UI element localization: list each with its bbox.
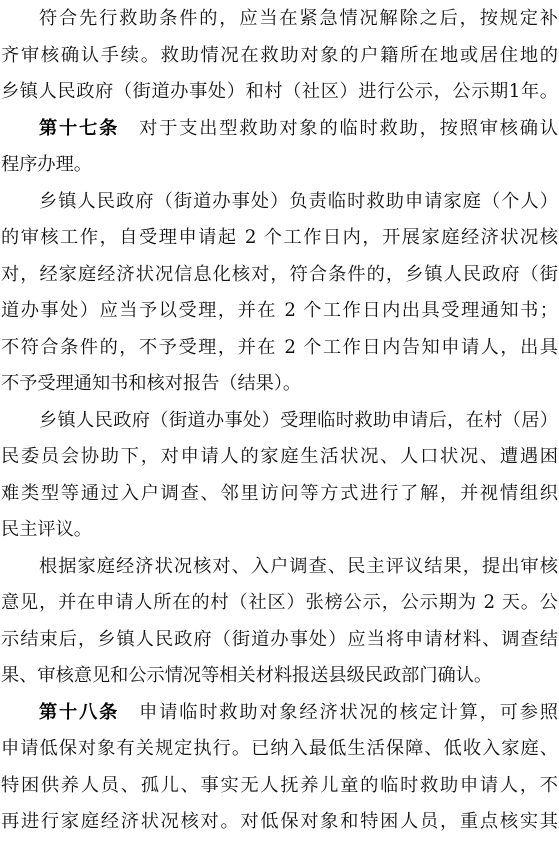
article-number: 第十七条 — [39, 117, 120, 139]
text-line: 再进行家庭经济状况核对。对低保对象和特困人员，重点核实其 — [1, 811, 558, 832]
article-number: 第十八条 — [39, 701, 120, 723]
article-first-line — [1, 695, 558, 732]
paragraph — [0, 184, 559, 403]
text-line: 民主评议。 — [1, 519, 92, 540]
text-line: 申请临时救助对象经济状况的核定计算，可参照 — [137, 701, 558, 723]
paragraph — [0, 1, 559, 111]
text-line: 的审核工作，自受理申请起 2 个工作日内，开展家庭经济状况核 — [1, 227, 558, 248]
text-line: 道办事处）应当予以受理，并在 2 个工作日内出具受理通知书； — [1, 300, 558, 321]
text-line: 符合先行救助条件的，应当在紧急情况解除之后，按规定补 — [39, 8, 558, 29]
text-line: 示结束后，乡镇人民政府（街道办事处）应当将申请材料、调查结 — [1, 628, 558, 650]
text-line: 乡镇人民政府（街道办事处）负责临时救助申请家庭（个人） — [39, 190, 558, 212]
text-line: 乡镇人民政府（街道办事处）受理临时救助申请后，在村（居） — [39, 409, 558, 431]
text-line: 对，经家庭经济状况信息化核对，符合条件的，乡镇人民政府（街 — [1, 263, 558, 285]
paragraph — [0, 403, 559, 549]
text-line: 特困供养人员、孤儿、事实无人抚养儿童的临时救助申请人，不 — [1, 774, 558, 796]
text-line: 果、审核意见和公示情况等相关材料报送县级民政部门确认。 — [1, 665, 493, 686]
text-line: 根据家庭经济状况核对、入户调查、民主评议结果，提出审核 — [39, 555, 558, 577]
text-line: 难类型等通过入户调查、邻里访问等方式进行了解，并视情组织 — [1, 482, 558, 504]
article-first-line — [1, 111, 558, 148]
text-line: 对于支出型救助对象的临时救助，按照审核确认 — [137, 117, 558, 139]
text-line: 不符合条件的，不予受理，并在 2 个工作日内告知申请人，出具 — [1, 336, 558, 358]
text-line: 不予受理通知书和核对报告（结果）。 — [1, 373, 302, 394]
text-line: 程序办理。 — [1, 154, 92, 175]
text-line: 意见，并在申请人所在的村（社区）张榜公示，公示期为 2 天。公 — [1, 592, 558, 613]
text-line: 申请低保对象有关规定执行。已纳入最低生活保障、低收入家庭、 — [1, 738, 558, 759]
paragraph — [0, 549, 559, 695]
text-line: 民委员会协助下，对申请人的家庭生活状况、人口状况、遭遇困 — [1, 446, 558, 467]
article-paragraph-18 — [0, 695, 559, 841]
article-paragraph-17 — [0, 111, 559, 184]
text-line: 乡镇人民政府（街道办事处）和村（社区）进行公示，公示期1年。 — [1, 81, 558, 102]
text-line: 齐审核确认手续。救助情况在救助对象的户籍所在地或居住地的 — [1, 44, 558, 66]
